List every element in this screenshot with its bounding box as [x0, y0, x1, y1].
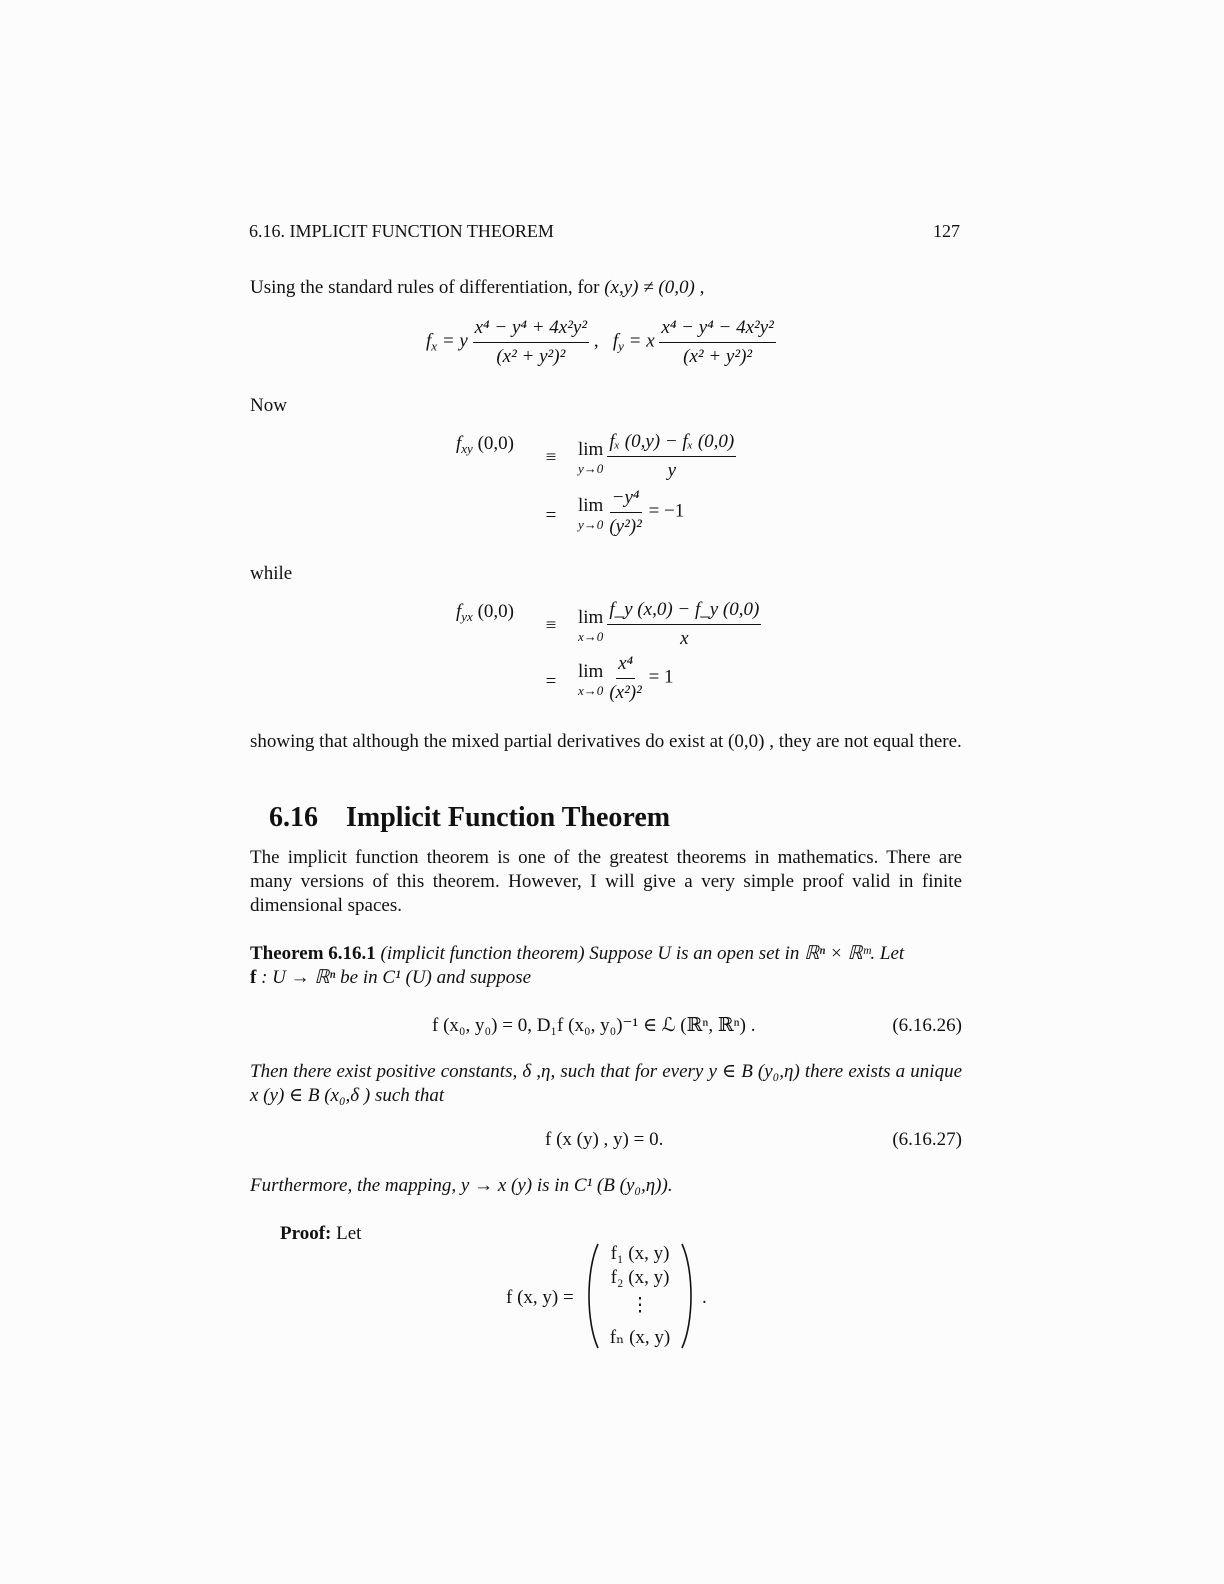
section-number: 6.16	[269, 802, 318, 833]
furthermore-line: Furthermore, the mapping, y → x (y) is in C¹ (B (y₀,η)).	[250, 1175, 673, 1196]
fy-fraction	[659, 316, 775, 369]
running-header	[249, 220, 554, 243]
showing-paragraph: showing that although the mixed partial derivatives do exist at (0,0) , they are not equal there.	[250, 731, 962, 752]
theorem-label: Theorem 6.16.1	[250, 943, 376, 964]
intro-text: Using the standard rules of differentiation, for	[250, 277, 600, 298]
now-label: Now	[250, 395, 287, 416]
fx-symbol: f	[426, 330, 432, 352]
header-section: 6.16. IMPLICIT FUNCTION THEOREM	[249, 221, 554, 241]
fyx-rel2: =	[545, 671, 557, 692]
fy-equals: = x	[623, 330, 655, 352]
intro-condition: (x,y) ≠ (0,0) ,	[604, 277, 705, 298]
fyx-subscript: yx	[461, 609, 473, 624]
fxy-rhs2	[578, 486, 684, 539]
fxy-rel1: ≡	[545, 447, 557, 468]
theorem-text-1: (implicit function theorem) Suppose U is an open set in ℝⁿ × ℝᵐ. Let	[380, 943, 905, 964]
fyx-symbol: f	[456, 601, 462, 622]
fxy-arg: (0,0)	[472, 433, 514, 454]
equation-26-number: (6.16.26)	[892, 1015, 962, 1036]
fyx-fraction1: $\frac{f\_y (x,0) - f\_y (0,0)}{x}$	[609, 599, 760, 649]
proof-line	[280, 1222, 361, 1246]
section-intro-paragraph: The implicit function theorem is one of the greatest theorems in mathematics. There are many versions of this theorem. However, I will give a very simple proof valid in finite dimensional spaces.	[250, 847, 962, 916]
equation-27: f (x (y) , y) = 0.	[545, 1129, 664, 1150]
theorem-text-2: : U → ℝⁿ be in C¹ (U) and suppose	[256, 966, 532, 988]
while-label: while	[250, 563, 293, 584]
proof-text: Let	[331, 1223, 362, 1244]
fyx-lim1: lim x→0	[578, 606, 604, 644]
equation-26: f (x₀, y₀) = 0, D₁f (x₀, y₀)⁻¹ ∈ ℒ (ℝⁿ, ℝⁿ) .	[432, 1015, 756, 1036]
vector-row: fₙ (x, y)	[609, 1327, 671, 1348]
fyx-rhs1	[578, 598, 761, 651]
fxy-rhs1	[578, 430, 736, 483]
fx-equals: = y	[437, 330, 468, 352]
fyx-rhs2	[578, 652, 674, 705]
fxy-lim1: lim y→0	[578, 438, 604, 476]
then-paragraph: Then there exist positive constants, δ ,η, such that for every y ∈ B (y₀,η) there exists a unique x (y) ∈ B (x₀,δ ) such that	[250, 1061, 962, 1106]
partials-equation	[426, 316, 776, 369]
fxy-subscript: xy	[461, 441, 473, 456]
fx-numerator: x⁴ − y⁴ + 4x²y²	[473, 316, 589, 343]
vector-lhs: f (x, y) =	[506, 1287, 574, 1308]
fyx-arg: (0,0)	[472, 601, 514, 622]
section-title: Implicit Function Theorem	[346, 802, 671, 833]
fyx-rel1: ≡	[545, 615, 557, 636]
fxy-lim2: lim y→0	[578, 494, 604, 532]
fxy-result: = −1	[643, 500, 685, 522]
fyx-lim2: lim x→0	[578, 660, 604, 698]
fxy-line1	[456, 432, 514, 457]
fyx-fraction2: $\frac{\text{x⁴}}{\text{(x²)²}}$	[609, 653, 642, 703]
fx-denominator: (x² + y²)²	[496, 345, 566, 367]
fxy-symbol: f	[456, 433, 462, 454]
fy-denominator: (x² + y²)²	[683, 345, 753, 367]
fx-fraction	[473, 316, 589, 369]
intro-line	[250, 276, 704, 300]
fy-numerator: x⁴ − y⁴ − 4x²y²	[659, 316, 775, 343]
fyx-result: = 1	[643, 666, 674, 688]
proof-label: Proof:	[280, 1223, 332, 1244]
fyx-line1	[456, 600, 514, 625]
vector-row: f₁ (x, y)	[610, 1243, 670, 1264]
vector-trailing-period: .	[702, 1287, 707, 1308]
fxy-fraction1: $\frac{\text{fₓ (0,y) − fₓ (0,0)}}{y}$	[609, 431, 735, 481]
page-number: 127	[933, 221, 960, 241]
fxy-rel2: =	[545, 505, 557, 526]
theorem-statement	[250, 942, 962, 990]
section-heading	[269, 800, 670, 835]
fx-subscript: x	[431, 338, 438, 354]
fxy-fraction2: $\frac{\text{−y⁴}}{\text{(y²)²}}$	[609, 487, 642, 537]
equation-27-number: (6.16.27)	[892, 1129, 962, 1150]
vector-row: ⋮	[630, 1295, 650, 1316]
vector-row: f₂ (x, y)	[610, 1267, 670, 1288]
fy-symbol: f	[612, 330, 619, 352]
fy-subscript: y	[618, 338, 624, 354]
vector-matrix	[584, 1240, 696, 1352]
partials-separator: ,	[589, 330, 609, 352]
theorem-f: f	[250, 966, 257, 988]
